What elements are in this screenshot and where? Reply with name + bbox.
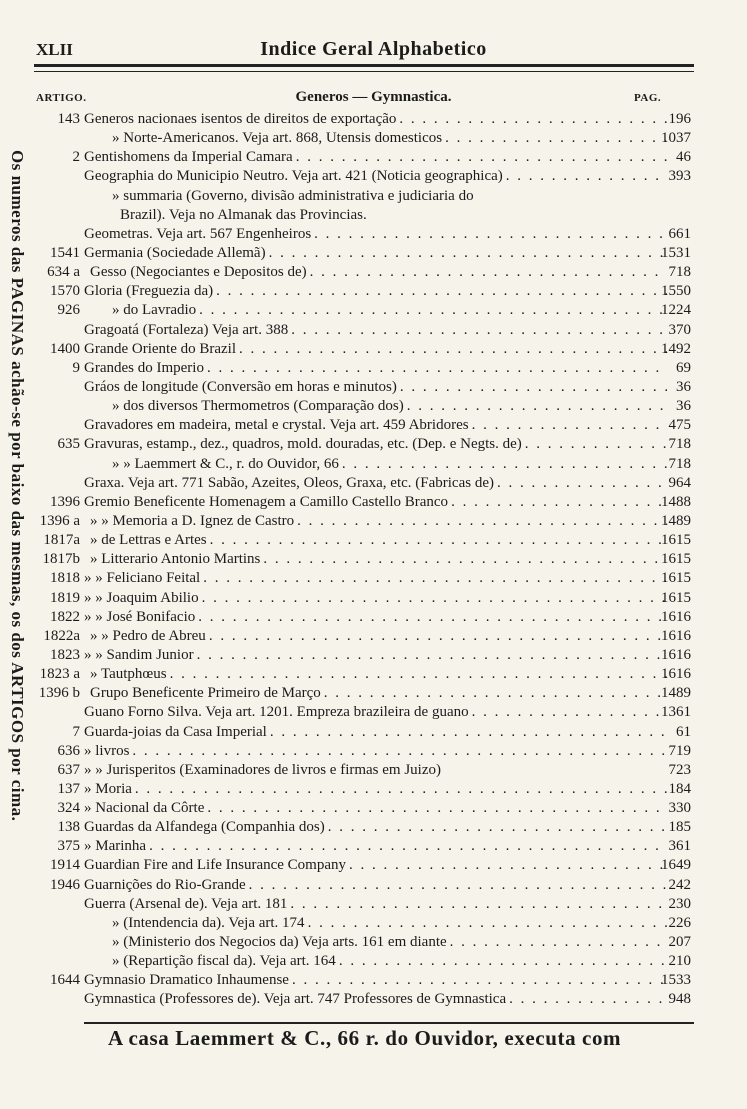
dot-leader bbox=[170, 665, 667, 684]
article-number: 1819 bbox=[50, 589, 80, 606]
index-entry bbox=[0, 321, 747, 340]
article-number: 1396 b bbox=[38, 685, 80, 702]
entry-text: Geometras. Veja art. 567 Engenheiros bbox=[84, 225, 312, 242]
article-number: 1396 a bbox=[39, 512, 80, 529]
page-number: 718 bbox=[668, 436, 691, 453]
article-number: 7 bbox=[72, 723, 80, 740]
article-number: 1823 a bbox=[39, 666, 80, 683]
article-number: 1946 bbox=[50, 876, 80, 893]
dot-leader bbox=[291, 321, 667, 340]
dot-leader bbox=[450, 933, 667, 952]
entry-text: » » Pedro de Abreu bbox=[90, 627, 206, 644]
dot-leader bbox=[270, 723, 667, 742]
entry-text: Grandes do Imperio bbox=[84, 359, 204, 376]
dot-leader bbox=[198, 608, 667, 627]
dot-leader bbox=[210, 531, 667, 550]
entry-text: Guarnições do Rio-Grande bbox=[84, 876, 246, 893]
dot-leader bbox=[314, 225, 667, 244]
entry-text: » de Lettras e Artes bbox=[90, 532, 207, 549]
index-entry bbox=[0, 110, 747, 129]
page-number: 46 bbox=[676, 149, 691, 166]
dot-leader bbox=[308, 914, 667, 933]
index-entry bbox=[0, 187, 747, 206]
entry-text: » (Ministerio dos Negocios da) Veja arts. 161 em diante bbox=[112, 934, 447, 951]
column-heading-page: PAG. bbox=[634, 92, 662, 104]
index-entry bbox=[0, 167, 747, 186]
dot-leader bbox=[400, 378, 667, 397]
page-number: 1533 bbox=[661, 972, 691, 989]
page-number: 1489 bbox=[661, 685, 691, 702]
entry-text: Guerra (Arsenal de). Veja art. 181 bbox=[84, 895, 288, 912]
entry-text: » Tautphœus bbox=[90, 666, 167, 683]
entry-text: » Marinha bbox=[84, 838, 147, 855]
dot-leader bbox=[249, 876, 667, 895]
dot-leader bbox=[202, 589, 667, 608]
article-number: 2 bbox=[72, 149, 80, 166]
page-header-number: XLII bbox=[36, 40, 73, 59]
section-title: Generos — Gymnastica. bbox=[295, 89, 452, 105]
entry-text: Gymnastica (Professores de). Veja art. 747 Professores de Gymnastica bbox=[84, 991, 507, 1008]
article-number: 1396 bbox=[50, 493, 80, 510]
article-number: 1823 bbox=[50, 646, 80, 663]
article-number: 1822a bbox=[43, 627, 80, 644]
dot-leader bbox=[263, 550, 667, 569]
dot-leader bbox=[497, 474, 667, 493]
index-entry bbox=[0, 646, 747, 665]
entry-text: » livros bbox=[84, 742, 130, 759]
page-number: 207 bbox=[668, 934, 691, 951]
dot-leader bbox=[292, 971, 667, 990]
index-entry bbox=[0, 856, 747, 875]
footer-advert: A casa Laemmert & C., 66 r. do Ouvidor, executa com bbox=[108, 1026, 622, 1050]
dot-leader bbox=[472, 703, 667, 722]
page-number: 1616 bbox=[661, 666, 691, 683]
page-number: 69 bbox=[676, 359, 691, 376]
entry-text: Gráos de longitude (Conversão em horas e minutos) bbox=[84, 378, 397, 395]
article-number: 926 bbox=[57, 302, 80, 319]
article-number: 1644 bbox=[50, 972, 80, 989]
index-entry bbox=[0, 263, 747, 282]
article-number: 1817b bbox=[42, 551, 80, 568]
entry-text: » summaria (Governo, divisão administrativa e judiciaria do bbox=[112, 187, 474, 204]
index-entry bbox=[0, 703, 747, 722]
page-number: 36 bbox=[676, 378, 691, 395]
dot-leader bbox=[297, 512, 667, 531]
article-number: 138 bbox=[57, 819, 80, 836]
dot-leader bbox=[342, 455, 667, 474]
entry-text: Germania (Sociedade Allemã) bbox=[84, 244, 266, 261]
index-entry bbox=[0, 435, 747, 454]
page-number: 1550 bbox=[661, 283, 691, 300]
index-entry bbox=[0, 589, 747, 608]
page-number: 196 bbox=[668, 111, 691, 127]
dot-leader bbox=[296, 148, 667, 167]
page-number: 230 bbox=[668, 895, 691, 912]
page-number: 661 bbox=[668, 225, 691, 242]
index-entry bbox=[0, 282, 747, 301]
dot-leader bbox=[472, 416, 667, 435]
index-entry bbox=[0, 206, 747, 225]
index-entry bbox=[0, 416, 747, 435]
entry-text: » » Memoria a D. Ignez de Castro bbox=[90, 512, 295, 529]
page-number: 948 bbox=[668, 991, 691, 1008]
dot-leader bbox=[239, 340, 667, 359]
entry-text: Geographia do Municipio Neutro. Veja art. 421 (Noticia geographica) bbox=[84, 168, 503, 185]
dot-leader bbox=[290, 895, 667, 914]
page-number: 1037 bbox=[661, 130, 691, 147]
footer-rule bbox=[84, 1022, 694, 1024]
index-entry bbox=[0, 378, 747, 397]
entry-text: Gymnasio Dramatico Inhaumense bbox=[84, 972, 289, 989]
entry-text: » Litterario Antonio Martins bbox=[90, 551, 261, 568]
index-entry bbox=[0, 914, 747, 933]
index-entry bbox=[0, 148, 747, 167]
article-number: 375 bbox=[57, 838, 80, 855]
index-entry bbox=[0, 359, 747, 378]
dot-leader bbox=[209, 627, 667, 646]
entry-text: » Moria bbox=[84, 780, 132, 797]
article-number: 1400 bbox=[50, 340, 80, 357]
page-number: 1615 bbox=[661, 570, 691, 587]
page-number: 1489 bbox=[661, 512, 691, 529]
page-number: 964 bbox=[668, 474, 691, 491]
entry-text: Guarda-joias da Casa Imperial bbox=[84, 723, 267, 740]
page-title: Indice Geral Alphabetico bbox=[260, 38, 487, 60]
index-entry bbox=[0, 569, 747, 588]
page-number: 1615 bbox=[661, 532, 691, 549]
dot-leader bbox=[339, 952, 667, 971]
index-entry bbox=[0, 474, 747, 493]
page-number: 718 bbox=[668, 264, 691, 281]
entry-text: » Norte-Americanos. Veja art. 868, Utensis domesticos bbox=[112, 130, 443, 147]
article-number: 1541 bbox=[50, 244, 80, 261]
entry-text: Guardian Fire and Life Insurance Company bbox=[84, 857, 346, 874]
index-entries bbox=[0, 110, 747, 1010]
dot-leader bbox=[132, 742, 667, 761]
page-number: 36 bbox=[676, 398, 691, 415]
index-entry bbox=[0, 933, 747, 952]
entry-text: Brazil). Veja no Almanak das Provincias. bbox=[120, 206, 367, 223]
sidebar-note-text: Os numeros das PAGINAS achão-se por baixo das mesmas, os dos ARTIGOS por cima. bbox=[8, 150, 27, 822]
entry-text: » Nacional da Côrte bbox=[84, 800, 205, 817]
article-number: 137 bbox=[57, 780, 80, 797]
article-number: 634 a bbox=[47, 264, 80, 281]
page-number: 1531 bbox=[661, 244, 691, 261]
index-entry bbox=[0, 665, 747, 684]
dot-leader bbox=[451, 493, 667, 512]
article-number: 1818 bbox=[50, 570, 80, 587]
page-number: 718 bbox=[668, 455, 691, 472]
dot-leader bbox=[203, 569, 667, 588]
page-number: 1492 bbox=[661, 340, 691, 357]
dot-leader bbox=[445, 129, 667, 148]
page-number: 185 bbox=[668, 819, 691, 836]
dot-leader bbox=[349, 856, 667, 875]
page-number: 393 bbox=[668, 168, 691, 185]
index-entry bbox=[0, 971, 747, 990]
article-number: 1817a bbox=[43, 532, 80, 549]
entry-text: Generos nacionaes isentos de direitos de exportação bbox=[84, 111, 397, 127]
dot-leader bbox=[199, 301, 667, 320]
entry-text: » do Lavradio bbox=[112, 302, 197, 319]
index-entry bbox=[0, 761, 747, 780]
dot-leader bbox=[407, 397, 667, 416]
entry-text: Gesso (Negociantes e Depositos de) bbox=[90, 264, 307, 281]
page-number: 1616 bbox=[661, 646, 691, 663]
index-entry bbox=[0, 780, 747, 799]
article-number: 1822 bbox=[50, 608, 80, 625]
page-number: 210 bbox=[668, 953, 691, 970]
index-entry bbox=[0, 129, 747, 148]
entry-text: Gentishomens da Imperial Camara bbox=[84, 149, 293, 166]
index-entry bbox=[0, 799, 747, 818]
page-number: 61 bbox=[676, 723, 691, 740]
index-entry bbox=[0, 225, 747, 244]
entry-text: Gloria (Freguezia da) bbox=[84, 283, 214, 300]
article-number: 324 bbox=[57, 800, 80, 817]
article-number: 1914 bbox=[50, 857, 80, 874]
page-number: 1615 bbox=[661, 551, 691, 568]
entry-text: » (Intendencia da). Veja art. 174 bbox=[112, 914, 305, 931]
index-entry bbox=[0, 627, 747, 646]
entry-text: » » Laemmert & C., r. do Ouvidor, 66 bbox=[112, 455, 339, 472]
index-entry bbox=[0, 952, 747, 971]
entry-text: » (Repartição fiscal da). Veja art. 164 bbox=[112, 953, 336, 970]
page-number: 242 bbox=[668, 876, 691, 893]
page-number: 719 bbox=[668, 742, 691, 759]
page-number: 226 bbox=[668, 914, 691, 931]
page-number: 1616 bbox=[661, 608, 691, 625]
dot-leader bbox=[216, 282, 667, 301]
entry-text: Grande Oriente do Brazil bbox=[84, 340, 237, 357]
article-number: 635 bbox=[57, 436, 80, 453]
dot-leader bbox=[328, 818, 667, 837]
page-number: 1224 bbox=[661, 302, 691, 319]
page-number: 475 bbox=[668, 417, 691, 434]
article-number: 637 bbox=[57, 761, 80, 778]
page-number: 1361 bbox=[661, 704, 691, 721]
entry-text: Guardas da Alfandega (Companhia dos) bbox=[84, 819, 325, 836]
entry-text: » » Sandim Junior bbox=[84, 646, 194, 663]
entry-text: » dos diversos Thermometros (Comparação dos) bbox=[112, 398, 404, 415]
page-number: 370 bbox=[668, 321, 691, 338]
dot-leader bbox=[324, 684, 667, 703]
dot-leader bbox=[310, 263, 667, 282]
index-entry bbox=[0, 723, 747, 742]
dot-leader bbox=[149, 837, 667, 856]
index-entry bbox=[0, 608, 747, 627]
index-entry bbox=[0, 493, 747, 512]
index-entry bbox=[0, 684, 747, 703]
index-entry bbox=[0, 397, 747, 416]
entry-text: Gragoatá (Fortaleza) Veja art. 388 bbox=[84, 321, 289, 338]
index-entry bbox=[0, 550, 747, 569]
column-heading-article: ARTIGO. bbox=[36, 92, 87, 104]
entry-text: Grupo Beneficente Primeiro de Março bbox=[90, 685, 321, 702]
page-number: 1488 bbox=[661, 493, 691, 510]
entry-text: Gravuras, estamp., dez., quadros, mold. douradas, etc. (Dep. e Negts. de) bbox=[84, 436, 522, 453]
dot-leader bbox=[207, 799, 667, 818]
index-entry bbox=[0, 512, 747, 531]
dot-leader bbox=[269, 244, 667, 263]
index-entry bbox=[0, 837, 747, 856]
page-number: 1616 bbox=[661, 627, 691, 644]
index-entry bbox=[0, 531, 747, 550]
index-entry bbox=[0, 455, 747, 474]
header-rule-thin bbox=[34, 71, 694, 72]
article-number: 9 bbox=[72, 359, 80, 376]
page-number: 723 bbox=[668, 761, 691, 778]
page-number: 1615 bbox=[661, 589, 691, 606]
index-entry bbox=[0, 990, 747, 1009]
header-rule-thick bbox=[34, 64, 694, 67]
article-number: 1570 bbox=[50, 283, 80, 300]
index-entry bbox=[0, 301, 747, 320]
index-entry bbox=[0, 742, 747, 761]
dot-leader bbox=[197, 646, 667, 665]
entry-text: » » Joaquim Abilio bbox=[84, 589, 199, 606]
entry-text: » » José Bonifacio bbox=[84, 608, 196, 625]
entry-text: Guano Forno Silva. Veja art. 1201. Empreza brazileira de guano bbox=[84, 704, 469, 721]
page-number: 184 bbox=[668, 780, 691, 797]
article-number: 636 bbox=[57, 742, 80, 759]
entry-text: » » Jurisperitos (Examinadores de livros e firmas em Juizo) bbox=[84, 761, 441, 778]
article-number: 143 bbox=[57, 111, 80, 127]
page-number: 1649 bbox=[661, 857, 691, 874]
page-number: 330 bbox=[668, 800, 691, 817]
index-entry bbox=[0, 876, 747, 895]
entry-text: » » Feliciano Feital bbox=[84, 570, 201, 587]
index-entry bbox=[0, 818, 747, 837]
entry-text: Gravadores em madeira, metal e crystal. Veja art. 459 Abridores bbox=[84, 417, 469, 434]
index-entry bbox=[0, 340, 747, 359]
entry-text: Gremio Beneficente Homenagem a Camillo Castello Branco bbox=[84, 493, 449, 510]
dot-leader bbox=[135, 780, 667, 799]
dot-leader bbox=[399, 110, 667, 129]
index-entry bbox=[0, 895, 747, 914]
page-number: 361 bbox=[668, 838, 691, 855]
entry-text: Graxa. Veja art. 771 Sabão, Azeites, Oleos, Graxa, etc. (Fabricas de) bbox=[84, 474, 494, 491]
dot-leader bbox=[207, 359, 667, 378]
index-entry bbox=[0, 244, 747, 263]
